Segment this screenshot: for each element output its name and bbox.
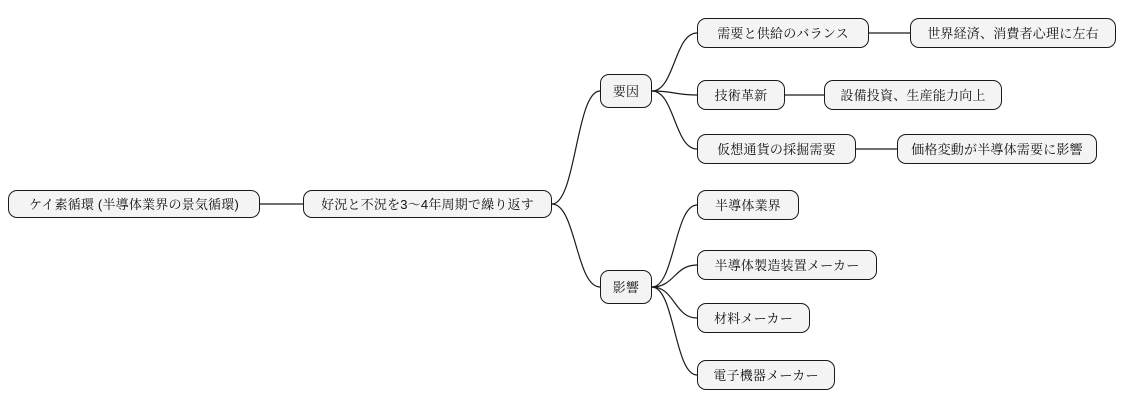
mindmap-node-label: ケイ素循環 (半導体業界の景気循環) <box>29 196 239 212</box>
mindmap-edge-impact-to-i4 <box>652 287 697 375</box>
mindmap-node-label: 価格変動が半導体需要に影響 <box>911 141 1083 157</box>
mindmap-edge-factor-to-f1 <box>652 33 697 91</box>
mindmap-node-f2[interactable] <box>697 80 785 110</box>
mindmap-edge-impact-to-i3 <box>652 287 697 318</box>
mindmap-node-i1[interactable] <box>697 190 799 220</box>
mindmap-edge-cycle-to-impact <box>552 204 600 287</box>
mindmap-edge-factor-to-f3 <box>652 91 697 149</box>
mindmap-node-factor[interactable] <box>600 74 652 108</box>
mindmap-node-impact[interactable] <box>600 270 652 304</box>
mindmap-node-cycle[interactable] <box>303 190 552 218</box>
mindmap-node-label: 世界経済、消費者心理に左右 <box>927 25 1099 41</box>
mindmap-node-f3a[interactable] <box>897 134 1097 164</box>
mindmap-node-label: 好況と不況を3〜4年周期で繰り返す <box>321 196 534 212</box>
mindmap-node-i2[interactable] <box>697 250 877 280</box>
mindmap-node-label: 要因 <box>612 83 640 99</box>
mindmap-edge-impact-to-i1 <box>652 205 697 287</box>
mindmap-node-root[interactable] <box>8 190 260 218</box>
mindmap-edge-factor-to-f2 <box>652 91 697 95</box>
mindmap-node-i4[interactable] <box>697 360 835 390</box>
mindmap-node-label: 材料メーカー <box>714 310 793 326</box>
mindmap-node-label: 半導体業界 <box>714 197 781 213</box>
mindmap-node-i3[interactable] <box>697 303 810 333</box>
mindmap-node-label: 半導体製造装置メーカー <box>714 257 860 273</box>
mindmap-node-f1[interactable] <box>697 18 869 48</box>
mindmap-node-label: 技術革新 <box>714 87 768 103</box>
mindmap-node-f1a[interactable] <box>910 18 1116 48</box>
mindmap-node-label: 影響 <box>612 279 640 295</box>
mindmap-edge-cycle-to-factor <box>552 91 600 204</box>
mindmap-edge-impact-to-i2 <box>652 265 697 287</box>
mindmap-node-f2a[interactable] <box>824 80 1002 110</box>
mindmap-node-label: 設備投資、生産能力向上 <box>840 87 986 103</box>
mindmap-node-f3[interactable] <box>697 134 856 164</box>
mindmap-node-label: 電子機器メーカー <box>713 367 819 383</box>
mindmap-node-label: 需要と供給のバランス <box>717 25 849 41</box>
mindmap-node-label: 仮想通貨の採掘需要 <box>717 141 836 157</box>
